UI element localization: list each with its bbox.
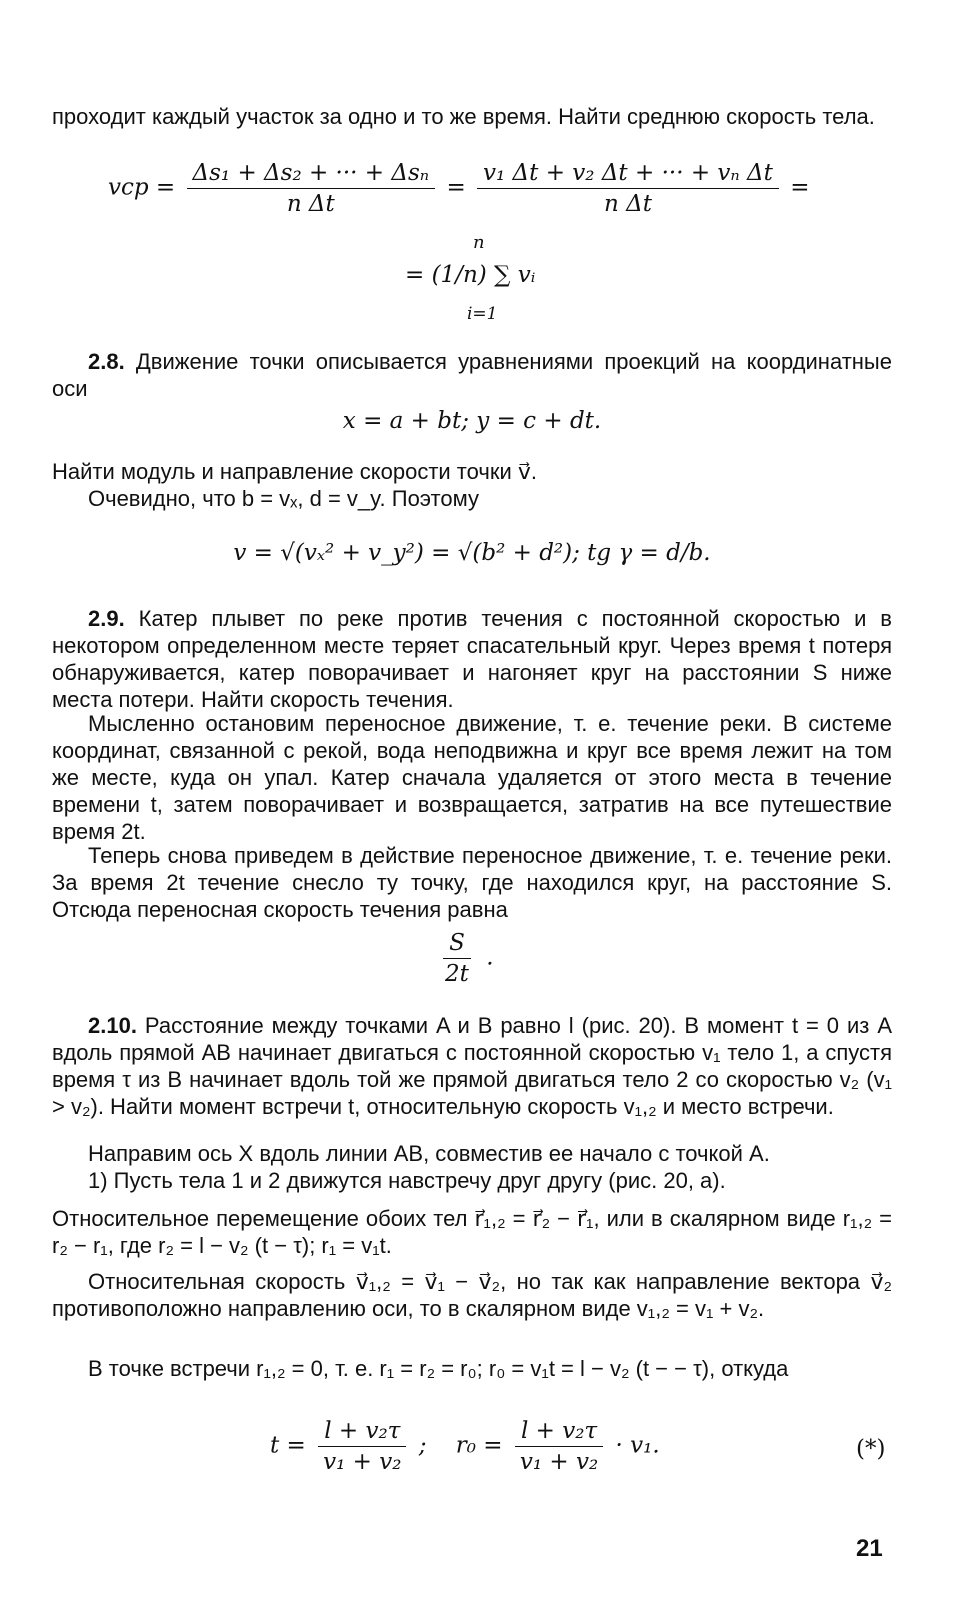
step-case-1: 1) Пусть тела 1 и 2 движутся навстречу друг другу (рис. 20, a). [88, 1168, 726, 1193]
problem-text: Расстояние между точками A и B равно l (рис. 20). В момент t = 0 из A вдоль прямой AB начинает двигаться с постоянной скоростью v₁ тело 1, а спустя время τ из B начинает вдоль той же прямой двигаться тело 2 со скоростью v₂ (v₁ > v₂). Найти момент встречи t, относительную скорость v₁,₂ и место встречи. [52, 1013, 892, 1119]
sum-upper: n [473, 232, 485, 253]
equation-current-speed [435, 930, 494, 987]
solution-text: Очевидно, что b = vₓ, d = v_y. Поэтому [88, 486, 479, 511]
problem-number: 2.8. [88, 349, 125, 374]
intro-text: проходит каждый участок за одно и то же время. Найти среднюю скорость тела. [52, 104, 875, 129]
problem-text: Движение точки описывается уравнениями проекций на координатные оси [52, 349, 892, 401]
sum-lower: i=1 [467, 304, 498, 324]
problem-number: 2.9. [88, 606, 125, 631]
eq-t-den: v₁ + v₂ [323, 1449, 402, 1475]
eq1-den2: n Δt [603, 191, 652, 217]
step-relative-speed: Относительная скорость v⃗₁,₂ = v⃗₁ − v⃗₂, но так как направление вектора v⃗₂ противоположно направлению оси, то в скалярном виде v₁,₂ = v₁ + v₂. [52, 1269, 892, 1321]
frac-num: S [443, 930, 471, 959]
eq1-lhs: vср = [108, 174, 176, 201]
eq-r-lhs: r₀ = [455, 1432, 503, 1459]
frac-tail: . [486, 944, 494, 971]
eq-r-num: l + v₂τ [515, 1418, 603, 1447]
problem-text: Катер плывет по реке против течения с постоянной скоростью и в некотором определенном месте теряет спасательный круг. Через время t потеря обнаруживается, катер поворачивает и нагоняет круг на расстоянии S ниже места потери. Найти скорость течения. [52, 606, 892, 712]
problem-2-8 [52, 348, 892, 402]
sum-line: = (1/n) ∑ vᵢ [405, 262, 536, 288]
solution-paragraph-1: Мысленно остановим переносное движение, т. е. течение реки. В системе координат, связанной с рекой, вода неподвижна и круг все время лежит на том же месте, куда он упал. Катер сначала удаляется от этого места в течение времени t, затем поворачивает и возвращается, затратив на все путешествие время 2t. [52, 711, 892, 844]
problem-number: 2.10. [88, 1013, 137, 1038]
problem-2-9 [52, 605, 892, 713]
equation-sum [405, 232, 565, 327]
step-axis: Направим ось X вдоль линии AB, совместив ее начало с точкой A. [88, 1141, 770, 1166]
equation-speed-modulus: v = √(vₓ² + v_y²) = √(b² + d²); tg γ = d/b. [233, 540, 711, 566]
eq1-num2: v₁ Δt + v₂ Δt + ··· + vₙ Δt [477, 160, 779, 189]
frac-den: 2t [445, 961, 469, 987]
eq1-num1: Δs₁ + Δs₂ + ··· + Δsₙ [187, 160, 436, 189]
problem-2-10 [52, 1012, 892, 1120]
eq-r-den: v₁ + v₂ [519, 1449, 599, 1475]
eq-t-num: l + v₂τ [318, 1418, 406, 1447]
eq1-frac2 [477, 160, 779, 217]
eq1-tail: = [790, 174, 810, 201]
eq-sep: ; [418, 1432, 427, 1459]
eq-t-lhs: t = [270, 1432, 306, 1459]
eq1-den1: n Δt [286, 191, 335, 217]
step-meeting: В точке встречи r₁,₂ = 0, т. е. r₁ = r₂ = r₀; r₀ = v₁t = l − v₂ (t − − τ), откуда [88, 1356, 789, 1381]
equation-average-speed: vср = $\frac{\text{Δs₁ + Δs₂ + ··· + Δsₙ}}{\text{n Δt}}$ = $\frac{\text{v₁ Δt + v₂ Δt + ··· + vₙ Δt}}{\text{n Δt}}$ = [108, 160, 810, 217]
step-displacement: Относительное перемещение обоих тел r⃗₁,₂ = r⃗₂ − r⃗₁, или в скалярном виде r₁,₂ = r₂ − r₁, где r₂ = l − v₂ (t − τ); r₁ = v₁t. [52, 1206, 892, 1258]
equation-projections: x = a + bt; y = c + dt. [342, 408, 602, 434]
page-number: 21 [856, 1535, 883, 1562]
equation-meeting [270, 1418, 660, 1475]
solution-paragraph-2: Теперь снова приведем в действие переносное движение, т. е. течение реки. За время 2t течение снесло ту точку, где находился круг, на расстояние S. Отсюда переносная скорость течения равна [52, 843, 892, 922]
task-text: Найти модуль и направление скорости точки v⃗. [52, 459, 537, 484]
eq1-frac1 [187, 160, 436, 217]
equation-tag: (*) [856, 1436, 886, 1462]
eq-r-tail: · v₁. [615, 1432, 660, 1459]
